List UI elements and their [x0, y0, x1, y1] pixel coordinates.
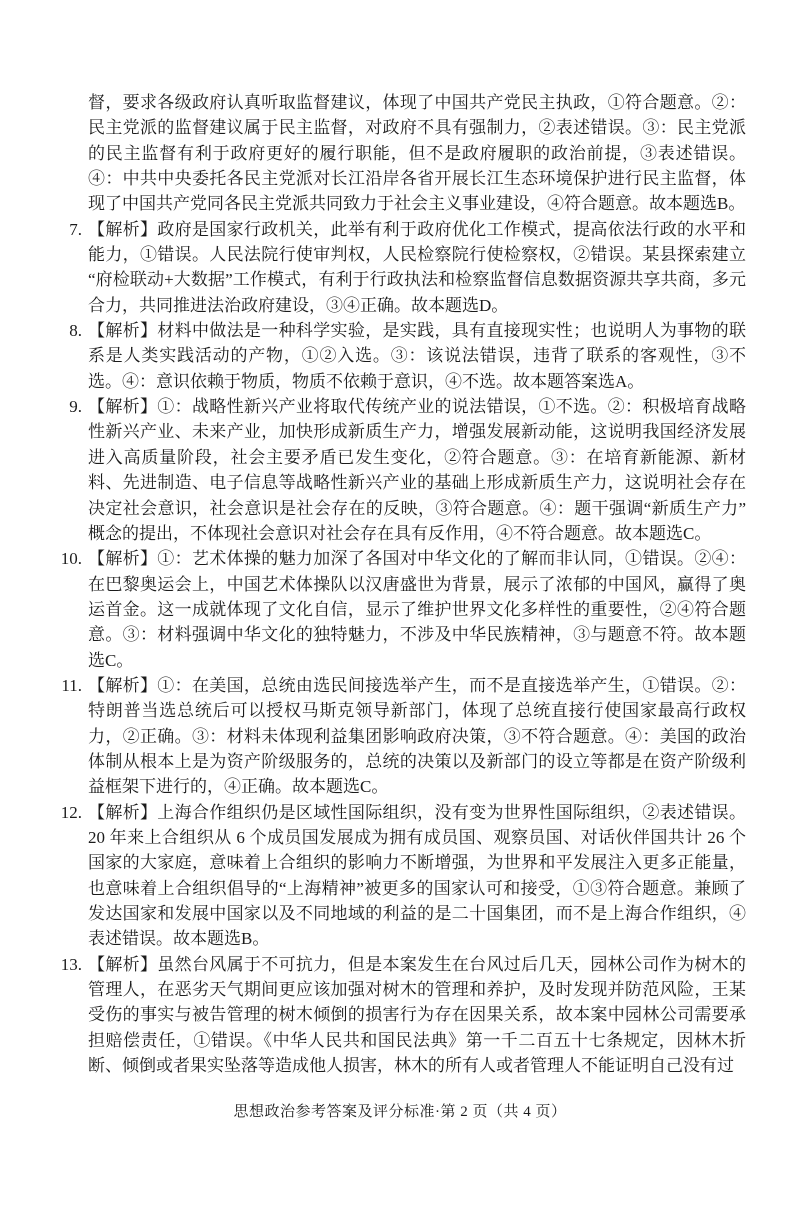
item-number: 9.: [69, 397, 82, 417]
item-text: 【解析】①：艺术体操的魅力加深了各国对中华文化的了解而非认同，①错误。②④：在巴黎奥运会上，中国艺术体操队以汉唐盛世为背景，展示了浓郁的中国风，赢得了奥运首金。这一成就体现了文化自信，显示了维护世界文化多样性的重要性，②④符合题意。③：材料强调中华文化的独特魅力，不涉及中华民族精神，③与题意不符。故本题选C。: [88, 549, 746, 670]
item-number: 10.: [60, 549, 82, 569]
answer-content: [60, 90, 746, 1078]
item-text: 【解析】上海合作组织仍是区域性国际组织，没有变为世界性国际组织，②表述错误。20 年来上合组织从 6 个成员国发展成为拥有成员国、观察员国、对话伙伴国共计 26 个国家的大家庭，意味着上合组织的影响力不断增强，为世界和平发展注入更多正能量，也意味着上合组织倡导的“上海精神”被更多的国家认可和接受，①③符合题意。兼顾了发达国家和发展中国家以及不同地域的利益的是二十国集团，而不是上海合作组织，④表述错误。故本题选B。: [88, 802, 746, 949]
answer-item-8: [69, 318, 746, 394]
item-text: 【解析】材料中做法是一种科学实验，是实践，具有直接现实性；也说明人为事物的联系是人类实践活动的产物，①②入选。③：该说法错误，违背了联系的客观性，③不选。④：意识依赖于物质，物质不依赖于意识，④不选。故本题答案选A。: [88, 321, 746, 391]
item-text: 【解析】①：战略性新兴产业将取代传统产业的说法错误，①不选。②：积极培育战略性新兴产业、未来产业，加快形成新质生产力，增强发展新动能，这说明我国经济发展进入高质量阶段，社会主要矛盾已发生变化，②符合题意。③：在培育新能源、新材料、先进制造、电子信息等战略性新兴产业的基础上形成新质生产力，这说明社会存在决定社会意识，社会意识是社会存在的反映，③符合题意。④：题干强调“新质生产力”概念的提出，不体现社会意识对社会存在具有反作用，④不符合题意。故本题选C。: [88, 397, 746, 543]
answer-item-9: [69, 394, 746, 546]
answer-item-7: [69, 217, 746, 318]
item-number: 13.: [60, 954, 82, 974]
answer-item-12: [60, 800, 746, 952]
answer-item-11: [61, 673, 746, 800]
page-footer: 思想政治参考答案及评分标准·第 2 页（共 4 页）: [233, 1104, 567, 1120]
item-number: 12.: [60, 802, 82, 822]
answer-item-13: [60, 952, 746, 1079]
item-number: 7.: [69, 219, 82, 239]
item-text: 【解析】政府是国家行政机关，此举有利于政府优化工作模式，提高依法行政的水平和能力，①错误。人民法院行使审判权，人民检察院行使检察权，②错误。某县探索建立“府检联动+大数据”工作模式，有利于行政执法和检察监督信息数据资源共享共商，多元合力，共同推进法治政府建设，③④正确。故本题选D。: [88, 219, 746, 315]
item-text: 【解析】虽然台风属于不可抗力，但是本案发生在台风过后几天，园林公司作为树木的管理人，在恶劣天气期间更应该加强对树木的管理和养护，及时发现并防范风险，王某受伤的事实与被告管理的树木倾倒的损害行为存在因果关系，故本案中园林公司需要承担赔偿责任，①错误。《中华人民共和国民法典》第一千二百五十七条规定，因林木折断、倾倒或者果实坠落等造成他人损害，林木的所有人或者管理人不能证明自己没有过: [88, 954, 746, 1076]
item-text: 【解析】①：在美国，总统由选民间接选举产生，而不是直接选举产生，①错误。②：特朗普当选总统后可以授权马斯克领导新部门，体现了总统直接行使国家最高行政权力，②正确。③：材料未体现利益集团影响政府决策，③不符合题意。④：美国的政治体制从根本上是为资产阶级服务的，总统的决策以及新部门的设立等都是在资产阶级利益框架下进行的，④正确。故本题选C。: [88, 675, 746, 797]
item-number: 11.: [61, 675, 82, 695]
answer-item-6-continuation: 督，要求各级政府认真听取监督建议，体现了中国共产党民主执政，①符合题意。②：民主党派的监督建议属于民主监督，对政府不具有强制力，②表述错误。③：民主党派的民主监督有利于政府更好的履行职能，但不是政府履职的政治前提，③表述错误。④：中共中央委托各民主党派对长江沿岸各省开展长江生态环境保护进行民主监督，体现了中国共产党同各民主党派共同致力于社会主义事业建设，④符合题意。故本题选B。: [88, 93, 746, 214]
answer-item-10: [60, 546, 746, 673]
item-number: 8.: [69, 321, 82, 341]
